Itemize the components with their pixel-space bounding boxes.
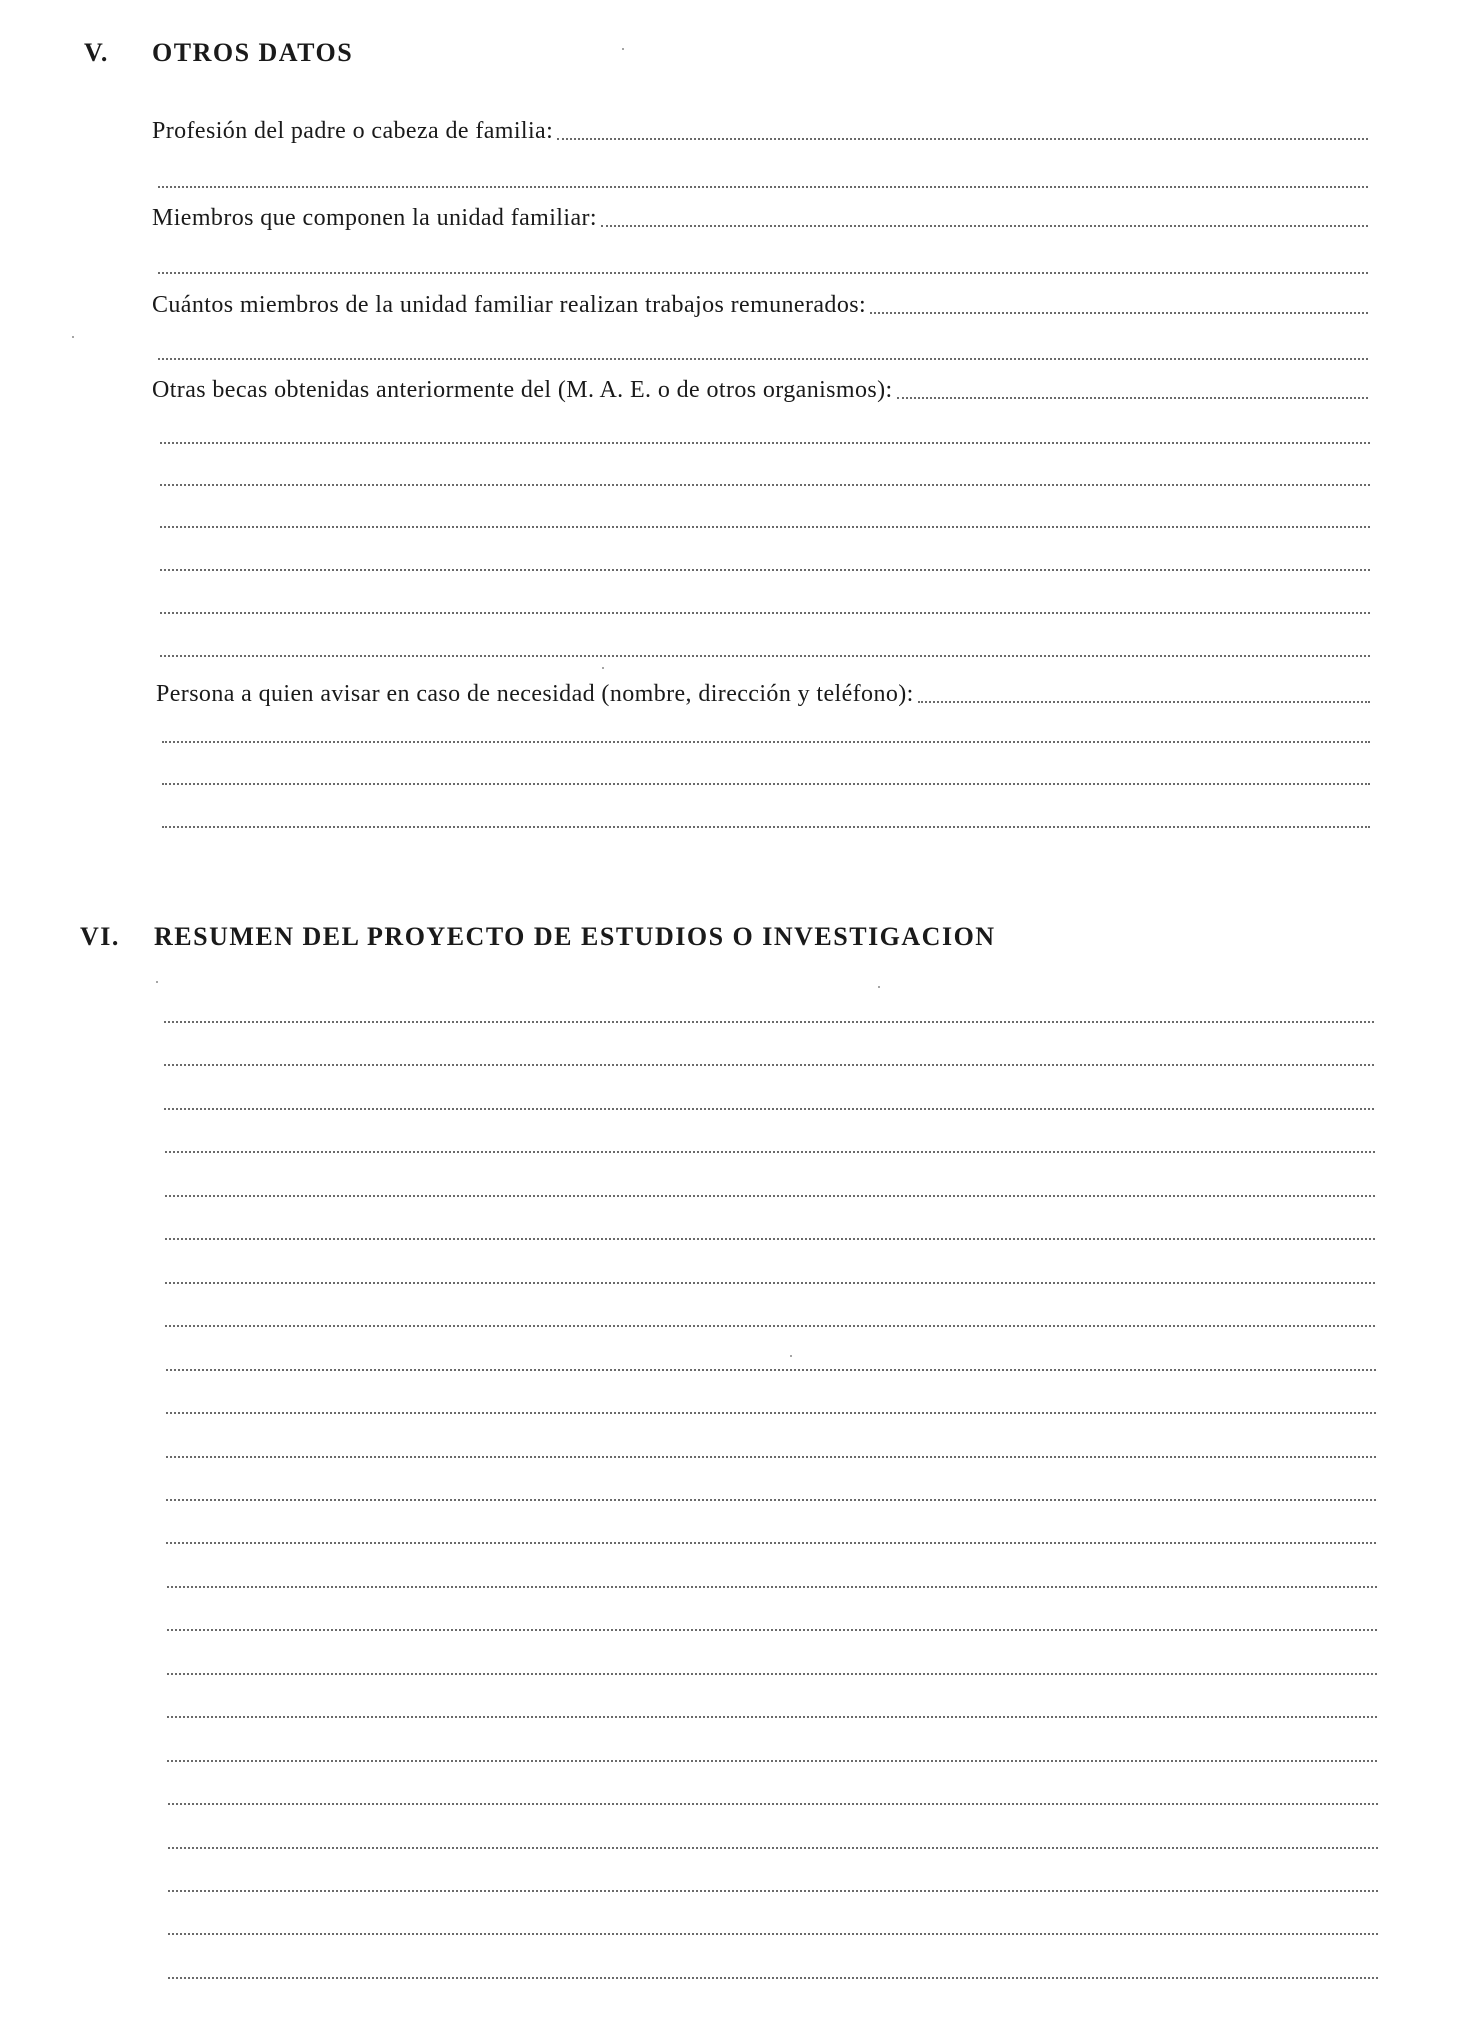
- other-scholarships-label: Otras becas obtenidas anteriormente del (M. A. E. o de otros organismos):: [152, 377, 893, 403]
- section-v-heading: [84, 40, 353, 66]
- scan-speck: [602, 667, 604, 669]
- family-members-field[interactable]: [152, 201, 1368, 233]
- project-summary-line[interactable]: [164, 1108, 1374, 1110]
- section-v-title: OTROS DATOS: [152, 38, 354, 67]
- scan-speck: [790, 1355, 792, 1357]
- project-summary-line[interactable]: [166, 1412, 1376, 1414]
- paid-workers-label: Cuántos miembros de la unidad familiar realizan trabajos remunerados:: [152, 292, 867, 318]
- other-scholarships-continuation-line[interactable]: [160, 655, 1370, 657]
- section-vi-number: VI.: [80, 922, 120, 951]
- project-summary-line[interactable]: [165, 1282, 1375, 1284]
- project-summary-line[interactable]: [168, 1933, 1378, 1935]
- other-scholarships-continuation-line[interactable]: [160, 442, 1370, 444]
- emergency-contact-line[interactable]: [918, 700, 1370, 703]
- project-summary-line[interactable]: [168, 1803, 1378, 1805]
- section-vi-title: RESUMEN DEL PROYECTO DE ESTUDIOS O INVESTIGACION: [154, 922, 996, 951]
- father-profession-continuation-line[interactable]: [158, 186, 1368, 188]
- other-scholarships-field[interactable]: [152, 373, 1368, 405]
- emergency-contact-continuation-line[interactable]: [162, 783, 1370, 785]
- family-members-line[interactable]: [601, 224, 1368, 227]
- father-profession-field[interactable]: [152, 114, 1368, 146]
- project-summary-line[interactable]: [165, 1151, 1375, 1153]
- project-summary-line[interactable]: [166, 1542, 1376, 1544]
- emergency-contact-continuation-line[interactable]: [162, 826, 1370, 828]
- family-members-label: Miembros que componen la unidad familiar:: [152, 205, 597, 231]
- project-summary-line[interactable]: [167, 1716, 1377, 1718]
- section-vi-heading: [80, 924, 996, 950]
- project-summary-line[interactable]: [166, 1499, 1376, 1501]
- project-summary-line[interactable]: [168, 1847, 1378, 1849]
- project-summary-line[interactable]: [165, 1195, 1375, 1197]
- section-v-number: V.: [84, 38, 109, 67]
- emergency-contact-field[interactable]: [156, 677, 1370, 709]
- other-scholarships-continuation-line[interactable]: [160, 569, 1370, 571]
- scan-speck: [72, 336, 74, 338]
- project-summary-line[interactable]: [166, 1369, 1376, 1371]
- paid-workers-field[interactable]: [152, 288, 1368, 320]
- project-summary-line[interactable]: [164, 1021, 1374, 1023]
- emergency-contact-continuation-line[interactable]: [162, 741, 1370, 743]
- project-summary-line[interactable]: [166, 1456, 1376, 1458]
- scan-speck: [878, 986, 880, 988]
- emergency-contact-label: Persona a quien avisar en caso de necesidad (nombre, dirección y teléfono):: [156, 681, 914, 707]
- other-scholarships-continuation-line[interactable]: [160, 484, 1370, 486]
- father-profession-line[interactable]: [557, 137, 1368, 140]
- other-scholarships-continuation-line[interactable]: [160, 526, 1370, 528]
- project-summary-line[interactable]: [167, 1629, 1377, 1631]
- other-scholarships-line[interactable]: [897, 396, 1368, 399]
- project-summary-line[interactable]: [167, 1760, 1377, 1762]
- project-summary-line[interactable]: [167, 1673, 1377, 1675]
- paid-workers-continuation-line[interactable]: [158, 358, 1368, 360]
- project-summary-line[interactable]: [168, 1977, 1378, 1979]
- father-profession-label: Profesión del padre o cabeza de familia:: [152, 118, 554, 144]
- paid-workers-line[interactable]: [870, 311, 1368, 314]
- project-summary-line[interactable]: [168, 1890, 1378, 1892]
- project-summary-line[interactable]: [164, 1064, 1374, 1066]
- project-summary-line[interactable]: [165, 1325, 1375, 1327]
- other-scholarships-continuation-line[interactable]: [160, 612, 1370, 614]
- scan-speck: [156, 981, 158, 983]
- family-members-continuation-line[interactable]: [158, 272, 1368, 274]
- project-summary-line[interactable]: [165, 1238, 1375, 1240]
- project-summary-line[interactable]: [167, 1586, 1377, 1588]
- scan-speck: [622, 48, 624, 50]
